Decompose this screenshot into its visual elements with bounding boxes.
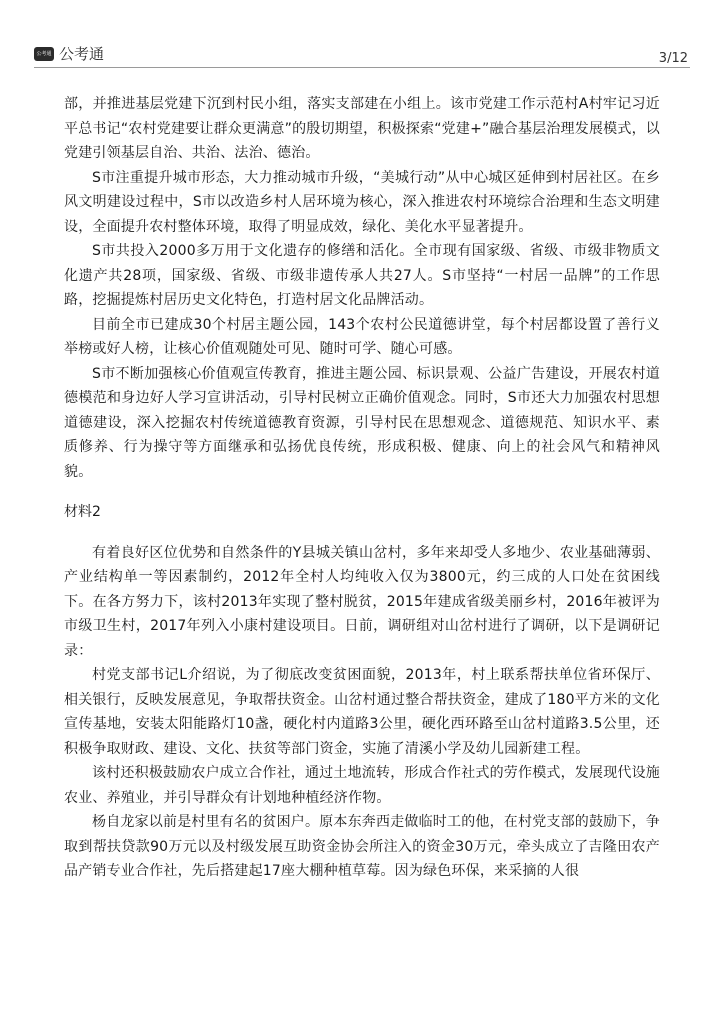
paragraph-6: 有着良好区位优势和自然条件的Y县城关镇山岔村，多年来却受人多地少、农业基础薄弱、产业结构单一等因素制约，2012年全村人均纯收入仅为3800元，约三成的人口处在贫困线下。在各方努力下，该村2013年实现了整村脱贫，2015年建成省级美丽乡村，2016年被评为市级卫生村，2017年列入小康村建设项目。日前，调研组对山岔村进行了调研，以下是调研记录： — [64, 544, 660, 659]
header-divider — [34, 67, 690, 68]
paragraph-1: 部，并推进基层党建下沉到村民小组，落实支部建在小组上。该市党建工作示范村A村牢记习近平总书记“农村党建要让群众更满意”的殷切期望，积极探索“党建+”融合基层治理发展模式，以党建引领基层自治、共治、法治、德治。 — [64, 96, 660, 161]
paragraph-8: 该村还积极鼓励农户成立合作社，通过土地流转，形成合作社式的劳作模式，发展现代设施农业、养殖业，并引导群众有计划地种植经济作物。 — [64, 765, 660, 806]
document-body — [64, 92, 660, 884]
paragraph-5: S市不断加强核心价值观宣传教育，推进主题公园、标识景观、公益广告建设，开展农村道德模范和身边好人学习宣讲活动，引导村民树立正确价值观念。同时，S市还大力加强农村思想道德建设，深入挖掘农村传统道德教育资源，引导村民在思想观念、道德规范、知识水平、素质修养、行为操守等方面继承和弘扬优良传统，形成积极、健康、向上的社会风气和精神风貌。 — [64, 365, 660, 480]
page-number: 3/12 — [658, 51, 688, 66]
logo-mark: 公考通 — [34, 47, 54, 61]
page-header — [34, 40, 690, 68]
paragraph-9: 杨自龙家以前是村里有名的贫困户。原本东奔西走做临时工的他，在村党支部的鼓励下，争取到帮扶贷款90万元以及村级发展互助资金协会所注入的资金30万元，牵头成立了吉隆田农产品产销专业合作社，先后搭建起17座大棚种植草莓。因为绿色环保，来采摘的人很 — [64, 814, 660, 879]
paragraph-7: 村党支部书记L介绍说，为了彻底改变贫困面貌，2013年，村上联系帮扶单位省环保厅、相关银行，反映发展意见，争取帮扶资金。山岔村通过整合帮扶资金，建成了180平方米的文化宣传基地，安装太阳能路灯10盏，硬化村内道路3公里，硬化西环路至山岔村道路3.5公里，还积极争取财政、建设、文化、扶贫等部门资金，实施了清溪小学及幼儿园新建工程。 — [64, 667, 660, 757]
paragraph-3: S市共投入2000多万用于文化遗存的修缮和活化。全市现有国家级、省级、市级非物质文化遗产共28项，国家级、省级、市级非遗传承人共27人。S市坚持“一村居一品牌”的工作思路，挖掘提炼村居历史文化特色，打造村居文化品牌活动。 — [64, 243, 660, 308]
paragraph-2: S市注重提升城市形态，大力推动城市升级，“美城行动”从中心城区延伸到村居社区。在乡风文明建设过程中，S市以改造乡村人居环境为核心，深入推进农村环境综合治理和生态文明建设，全面提升农村整体环境，取得了明显成效，绿化、美化水平显著提升。 — [64, 169, 660, 235]
logo-name: 公考通 — [59, 45, 105, 63]
logo — [34, 46, 104, 62]
section-title: 材料2 — [64, 504, 101, 520]
paragraph-4: 目前全市已建成30个村居主题公园，143个农村公民道德讲堂，每个村居都设置了善行义举榜或好人榜，让核心价值观随处可见、随时可学、随心可感。 — [64, 316, 660, 357]
